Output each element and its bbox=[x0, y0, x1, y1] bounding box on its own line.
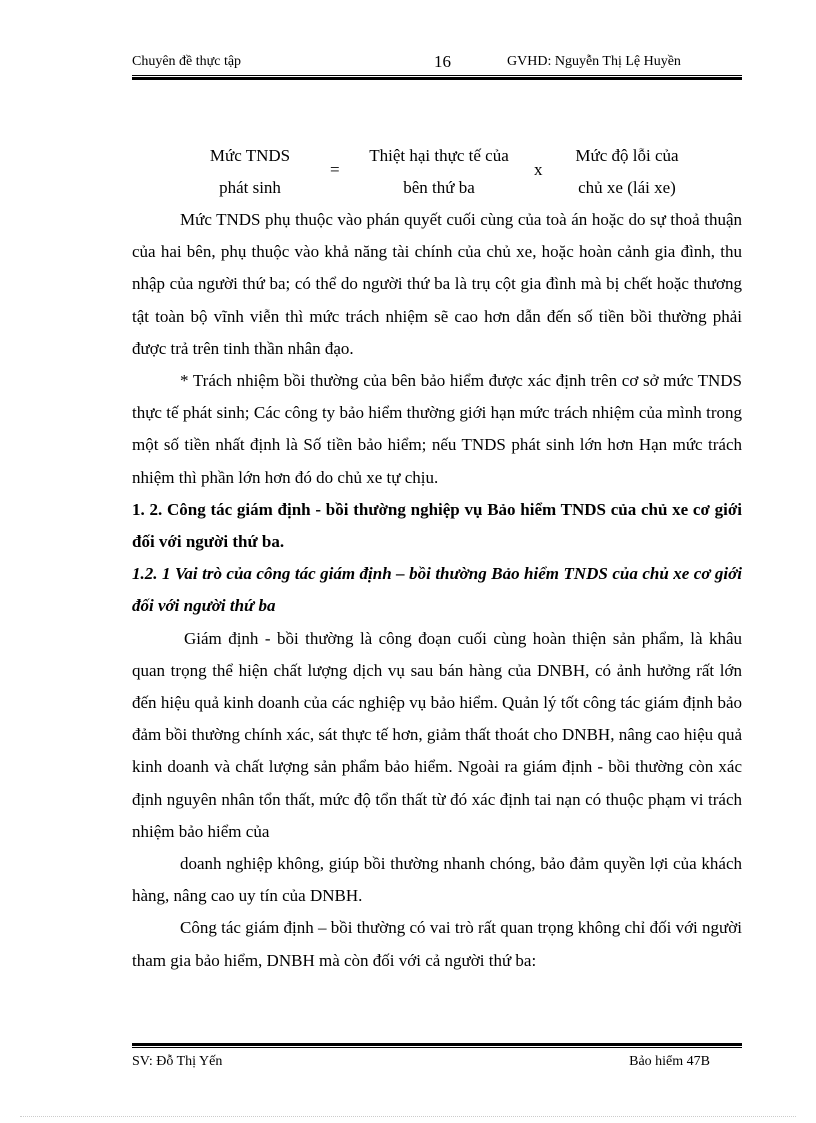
formula-term-3-line-2: chủ xe (lái xe) bbox=[578, 178, 676, 197]
footer-student: SV: Đỗ Thị Yến bbox=[132, 1054, 223, 1069]
header-divider bbox=[132, 75, 742, 81]
formula-term-2-line-2: bên thứ ba bbox=[403, 178, 475, 197]
section-heading-1-2: 1. 2. Công tác giám định - bồi thường nghiệp vụ Bảo hiểm TNDS của chủ xe cơ giới đối với người thứ ba. bbox=[132, 499, 742, 552]
formula-term-2-line-1: Thiệt hại thực tế của bbox=[369, 146, 509, 165]
page-header bbox=[132, 52, 742, 74]
formula-term-1-line-2: phát sinh bbox=[219, 178, 281, 197]
page-body bbox=[132, 204, 742, 977]
page-edge-dotted-line bbox=[20, 1116, 796, 1117]
page-number: 16 bbox=[434, 52, 451, 71]
formula-term-3-line-1: Mức độ lỗi của bbox=[575, 146, 679, 165]
formula-term-1-line-1: Mức TNDS bbox=[209, 146, 291, 165]
footer-divider bbox=[132, 1043, 742, 1049]
formula-equals: = bbox=[330, 160, 340, 179]
paragraph-insurer-liability: * Trách nhiệm bồi thường của bên bảo hiểm được xác định trên cơ sở mức TNDS thực tế phát sinh; Các công ty bảo hiểm thường giới hạn mức trách nhiệm của mình trong một số tiền nhất định là Số tiền bảo hiểm; nếu TNDS phát sinh lớn hơn Hạn mức trách nhiệm thì phần lớn hơn đó do chủ xe tự chịu. bbox=[132, 371, 742, 487]
paragraph-tnds-factors: Mức TNDS phụ thuộc vào phán quyết cuối cùng của toà án hoặc do sự thoả thuận của hai bên, phụ thuộc vào khả năng tài chính của chủ xe, hoặc hoàn cảnh gia đình, thu nhập của người thứ ba; có thể do người thứ ba là trụ cột gia đình mà bị chết hoặc thương tật toàn bộ vĩnh viễn thì mức trách nhiệm sẽ cao hơn dẫn đến số tiền bồi thường phải được trả trên tinh thần nhân đạo. bbox=[132, 210, 742, 358]
paragraph-role-of-assessment: Giám định - bồi thường là công đoạn cuối cùng hoàn thiện sản phẩm, là khâu quan trọng thể hiện chất lượng dịch vụ sau bán hàng của DNBH, có ảnh hưởng rất lớn đến hiệu quả kinh doanh của các nghiệp vụ bảo hiểm. Quản lý tốt công tác giám định bảo đảm bồi thường chính xác, sát thực tế hơn, giảm thất thoát cho DNBH, nâng cao hiệu quả kinh doanh và chất lượng sản phẩm bảo hiểm. Ngoài ra giám định - bồi thường còn xác định nguyên nhân tổn thất, mức độ tổn thất từ đó xác định tai nạn có thuộc phạm vi trách nhiệm bảo hiểm của bbox=[132, 628, 742, 841]
footer-class: Bảo hiểm 47B bbox=[629, 1054, 710, 1069]
formula-term-1 bbox=[190, 140, 310, 204]
subsection-heading-1-2-1: 1.2. 1 Vai trò của công tác giám định – bồi thường Bảo hiểm TNDS của chủ xe cơ giới đối với người thứ ba bbox=[132, 564, 742, 616]
formula-term-3 bbox=[552, 140, 702, 204]
paragraph-role-continued: doanh nghiệp không, giúp bồi thường nhanh chóng, bảo đảm quyền lợi của khách hàng, nâng cao uy tín của DNBH. bbox=[132, 854, 742, 906]
formula-term-2 bbox=[354, 140, 524, 204]
formula-times: x bbox=[534, 160, 543, 179]
header-supervisor: GVHD: Nguyễn Thị Lệ Huyền bbox=[507, 54, 681, 69]
header-course-title: Chuyên đề thực tập bbox=[132, 54, 242, 69]
formula bbox=[132, 140, 742, 200]
paragraph-importance: Công tác giám định – bồi thường có vai trò rất quan trọng không chỉ đối với người tham gia bảo hiểm, DNBH mà còn đối với cả người thứ ba: bbox=[132, 918, 742, 970]
